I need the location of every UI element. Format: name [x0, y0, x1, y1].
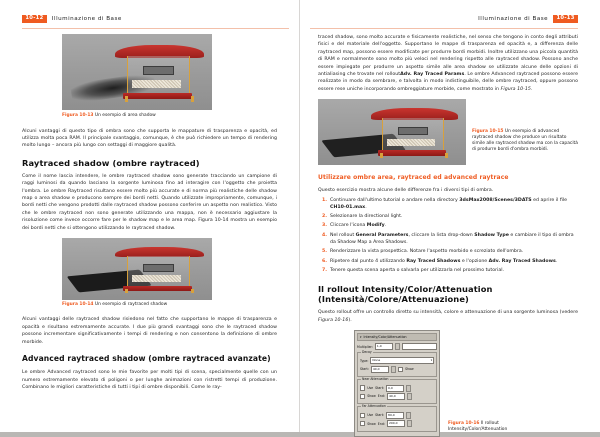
step-text-pre: Continuare dall'ultimo tutorial o andare nella directory — [330, 197, 460, 203]
list-item — [318, 213, 578, 220]
near-attenuation-label: Near Attenuation — [362, 377, 389, 382]
running-head-right — [478, 13, 578, 25]
step-text-bold2: CH10-01.max — [330, 204, 366, 210]
step-text-mid: e l'opzione — [460, 258, 489, 264]
heading-line-2: (Intensità/Colore/Attenuazione) — [318, 293, 469, 304]
near-show-checkbox[interactable] — [360, 394, 365, 399]
header-rule-right — [310, 28, 578, 29]
paragraph-continued-part1: traced shadow, sono molto accurate e fisicamente realistiche, nel senso che tengono in conto degli attributi fisici e del materiale dell'oggetto. Supportano le mappe di trasparenza ed opacità e, a differenza delle raytraced map, possono essere modificate per produrre bordi morbidi. Inoltre utilizzano una piccola quantità di RAM e normalmente sono molto più veloci nel rendering rispetto alle raytraced shadow. Possono anche essere impiegate per produrre un aspetto simile alle area shadow se utilizzate alcune delle opzioni di antialiasing che trovate nel rollout — [318, 35, 578, 78]
figure-advanced-caption — [472, 99, 578, 153]
running-title-right: Illuminazione di Base — [478, 16, 549, 22]
figure-area-shadow — [62, 34, 212, 119]
near-end-input[interactable]: 40,0 — [387, 393, 405, 400]
machine-leg-left-3 — [380, 153, 383, 158]
render-scene-advanced — [318, 99, 466, 165]
near-use-row[interactable] — [360, 385, 434, 392]
figure-caption-text: Un esempio di raytraced shadow — [94, 302, 168, 308]
figure-advanced-raytraced — [318, 99, 578, 165]
far-attenuation-group — [357, 406, 437, 431]
list-item — [318, 197, 578, 211]
far-show-row[interactable] — [360, 420, 434, 427]
machine-kettle — [143, 66, 173, 75]
figure-number: Figura 10-16 — [448, 420, 480, 426]
machine-popcorn-3 — [387, 139, 436, 146]
figure-number: Figura 10-15 — [472, 129, 504, 135]
paragraph-exercise-intro: Questo esercizio mostra alcune delle differenze fra i diversi tipi di ombra. — [318, 188, 494, 194]
running-head-left — [22, 13, 122, 25]
paragraph-raytraced-2: Alcuni vantaggi delle raytraced shadow risiedono nel fatto che supportano le mappe di trasparenza e opacità e risultano estremamente accurate. I due più grandi svantaggi sono che le raytraced shadow possono incrementare significativamente i tempi di rendering e non consentono la definizione di ombre morbide. — [22, 317, 277, 345]
decay-start-row[interactable] — [360, 366, 434, 373]
panel-title: Intensity/Color/Attenuation — [363, 335, 407, 339]
step-text-pre: Tenere questa scena aperta o salvarla per utilizzarla nel prossimo tutorial. — [330, 268, 504, 273]
decay-group-label: Decay — [362, 350, 372, 354]
far-attenuation-label: Far Attenuation — [362, 404, 386, 409]
list-item — [318, 267, 578, 274]
machine-kettle-2 — [143, 264, 173, 272]
step-text-post: . — [384, 223, 387, 229]
figure-rollout-panel — [354, 330, 578, 437]
figure-raytraced-shadow — [62, 238, 212, 309]
step-text-pre: Selezionare la directional light. — [330, 214, 403, 220]
step-text-pre: Nel rollout — [330, 232, 356, 238]
machine-popcorn — [132, 80, 181, 88]
far-start-spinner[interactable] — [406, 412, 411, 419]
decay-start-input[interactable]: 40,0 — [371, 366, 389, 373]
near-attenuation-group — [357, 379, 437, 404]
figure-caption-text: Un esempio di area shadow — [94, 112, 156, 118]
machine-kettle-3 — [398, 127, 428, 135]
step-text-pre: Ripetere dal punto 4 utilizzando — [330, 258, 407, 264]
multiplier-spinner[interactable] — [395, 343, 400, 350]
multiplier-input[interactable]: 1,0 — [375, 343, 393, 350]
step-text-pre: Renderizzare la vista prospettica. Notare l'aspetto morbido e screziato dell'ombra. — [330, 249, 524, 255]
multiplier-label: Multiplier: — [357, 344, 373, 349]
near-show-row[interactable] — [360, 393, 434, 400]
heading-raytraced-shadow: Raytraced shadow (ombre raytraced) — [22, 157, 200, 168]
heading-rollout-intensity — [318, 285, 578, 304]
paragraph-rollout — [318, 309, 578, 324]
header-rule-left — [22, 28, 289, 29]
far-end-spinner[interactable] — [407, 420, 412, 427]
paragraph-continued: traced shadow, sono molto accurate e fisicamente realistiche, nel senso che tengono in conto degli attributi fisici e del materiale dell'oggetto. Supportano le mappe di trasparenza ed opacità e, a differenza delle raytraced map, possono essere modificate per produrre bordi morbidi. Inoltre utilizzano una piccola quantità di RAM e normalmente sono molto più veloci nel rendering rispetto alle raytraced shadow. Possono anche essere impiegate per produrre un aspetto simile alle area shadow se utilizzate alcune delle opzioni di antialiasing che trovate nel rolloutAdv. Ray Traced Params. Le ombre Advanced raytraced possono essere realizzate in modo da sembrare, e talvolta in modo indistinguibile, delle ombre raytraced, oppure possono essere rese uniche incorporando ombreggiature morbide, come mostrato in Figura 10-15. — [318, 35, 578, 92]
panel-titlebar[interactable] — [357, 333, 437, 341]
step-text-mid: , cliccare la lista drop-down — [408, 232, 475, 238]
chevron-down-icon: ▾ — [360, 334, 362, 339]
figure-caption-text: Il rollout Intensity/Color/Attenuation — [448, 420, 508, 432]
decay-start-label: Start: — [360, 367, 369, 372]
step-text-post: e cambiare il tipo di ombra da Shadow Map a Area Shadows. — [330, 232, 574, 245]
popcorn-machine-model-3 — [377, 108, 451, 156]
figure-rollout-caption — [448, 421, 528, 437]
far-show-checkbox[interactable] — [360, 421, 365, 426]
machine-leg-right-2 — [191, 289, 194, 293]
near-start-input[interactable]: 0,0 — [386, 385, 404, 392]
chevron-down-icon: ▾ — [430, 359, 432, 363]
near-use-checkbox[interactable] — [360, 385, 365, 390]
heading-exercise: Utilizzare ombre area, raytraced ed advanced raytrace — [318, 174, 509, 182]
step-text-bold1: 3dsMax2008/Scenes/3DATS — [459, 197, 532, 203]
figure-advanced-image — [318, 99, 466, 165]
machine-leg-right — [191, 96, 194, 101]
folio-left: 10-12 — [22, 15, 47, 23]
decay-type-row[interactable] — [360, 357, 434, 364]
figure-raytraced-shadow-image — [62, 238, 212, 300]
machine-popcorn-2 — [132, 275, 181, 282]
running-title-left: Illuminazione di Base — [51, 16, 122, 22]
machine-base — [123, 93, 192, 100]
decay-start-spinner[interactable] — [391, 366, 396, 373]
decay-show-checkbox[interactable] — [398, 367, 403, 372]
paragraph-advanced: Le ombre Advanced raytraced sono le mie favorite per molti tipi di scena, specialmente quelle con un numero estremamente elevato di poligoni o per lunghe animazioni con ristretti tempi di produzione. Combinano le migliori caratteristiche di tutti i tipi di ombre disponibili. Come le ray- — [22, 370, 277, 390]
decay-type-label: Type: — [360, 358, 369, 363]
far-start-input[interactable]: 80,0 — [386, 412, 404, 419]
step-text-mid: ed aprire il file — [531, 197, 568, 203]
machine-cabinet-2 — [127, 256, 191, 287]
render-scene-area — [62, 34, 212, 110]
figure-ref-italic-2: Figura 10-16 — [318, 317, 349, 323]
heading-advanced-raytraced: Advanced raytraced shadow (ombre raytraced avanzate) — [22, 354, 271, 364]
exercise-steps-list — [318, 197, 578, 274]
figure-area-shadow-image — [62, 34, 212, 110]
figure-number: Figura 10-13 — [62, 112, 94, 118]
machine-leg-left-2 — [125, 289, 128, 293]
right-page — [300, 0, 600, 432]
near-start-label: Start: — [375, 386, 385, 391]
far-start-label: Start: — [375, 413, 385, 418]
figure-ref-italic: Figura 10-15 — [500, 86, 531, 92]
far-end-label: End: — [377, 421, 385, 426]
step-text-pre: Cliccare l'icona — [330, 223, 367, 229]
machine-leg-right-3 — [445, 153, 448, 158]
machine-cabinet — [127, 56, 191, 94]
near-end-label: End: — [377, 394, 385, 399]
machine-leg-left — [125, 96, 128, 101]
far-use-label: Use — [367, 413, 374, 418]
figure-area-shadow-caption — [62, 113, 212, 119]
step-text-post: . — [555, 258, 558, 264]
step-text-bold1: Modify — [366, 223, 385, 229]
multiplier-row[interactable] — [357, 343, 437, 350]
list-item — [318, 258, 578, 265]
paragraph-raytraced-1: Come il nome lascia intendere, le ombre raytraced shadow sono generate tracciando un campione di raggi luminosi da quando lasciano la sorgente luminosa fino ad interagire con l'oggetto che proietta l'ombra. Le ombre Raytraced risultano essere molto più accurate e di norma più realistiche delle shadow map o area shadow e producono sempre dei bordi netti. Quando utilizzate impropriamente, comunque, i bordi netti che vengono prodotti dalle raytraced shadow possono conferire un aspetto non realistico. Visto che le ombre raytraced non sono generate utilizzando una mappa, non è necessario aggiustare la risoluzione come invece occorre fare per le shadow map e le area map. Figura 10-14 mostra un esempio dei bordi netti che si ottengono utilizzando le raytraced shadow. — [22, 173, 277, 231]
paragraph-continued-part2: . Le ombre Advanced raytraced possono essere realizzate in modo da sembrare, e talvolta in modo indistinguibile, delle ombre raytraced, oppure possono essere rese uniche incorporando ombreggiature morbide, come mostrato in — [318, 72, 578, 92]
step-text-post: . — [365, 204, 367, 210]
decay-type-select[interactable] — [370, 357, 434, 364]
figure-raytraced-caption — [62, 302, 212, 308]
far-end-input[interactable]: 200,0 — [387, 420, 405, 427]
folio-right: 10-13 — [553, 15, 578, 23]
paragraph-rollout-pre: Questo rollout offre un controllo diretto su intensità, colore e attenuazione di una sorgente luminosa (vedere — [318, 310, 578, 316]
heading-line-1: Il rollout Intensity/Color/Attenuation — [318, 284, 493, 294]
decay-type-value: None — [372, 358, 381, 363]
figure-number: Figura 10-14 — [62, 302, 94, 308]
paragraph-area-shadow: Alcuni vantaggi di questo tipo di ombra sono che supporta le mappature di trasparenza e opacità, ed utilizza molta poca RAM. Il principale svantaggio, comunque, è che può richiedere un tempo di rendering molto lungo – ancora più lungo con settaggi di maggiore qualità. — [22, 128, 277, 149]
render-scene-raytraced — [62, 238, 212, 300]
intensity-color-attenuation-panel[interactable] — [354, 330, 440, 437]
left-page — [0, 0, 300, 432]
list-item — [318, 232, 578, 246]
step-text-bold1: Ray Traced Shadows — [406, 258, 461, 264]
decay-show-label: Show — [405, 367, 414, 372]
far-use-checkbox[interactable] — [360, 413, 365, 418]
far-use-row[interactable] — [360, 412, 434, 419]
popcorn-machine-model-2 — [122, 247, 197, 292]
far-show-label: Show — [367, 421, 376, 426]
figure-caption-text: Un esempio di advanced raytraced shadow che produce un risultato simile alle raytraced shadow ma con la capacità di produrre bordi d'ombra morbidi. — [472, 129, 578, 153]
step-text-bold2: Adv. Ray Traced Shadows — [488, 258, 556, 264]
machine-base-3 — [378, 150, 446, 156]
popcorn-machine-model — [122, 45, 197, 100]
decay-group — [357, 352, 437, 377]
list-item — [318, 222, 578, 229]
machine-cabinet-3 — [382, 118, 445, 151]
list-item — [318, 248, 578, 255]
near-show-label: Show — [367, 394, 376, 399]
paragraph-rollout-end: ). — [348, 317, 352, 323]
machine-base-2 — [123, 286, 192, 291]
near-use-label: Use — [367, 386, 374, 391]
light-color-swatch[interactable] — [402, 343, 437, 350]
near-end-spinner[interactable] — [407, 393, 412, 400]
rollout-name-bold: Adv. Ray Traced Params — [400, 72, 465, 78]
near-start-spinner[interactable] — [406, 385, 411, 392]
step-text-bold1: General Parameters — [355, 232, 409, 238]
step-text-bold2: Shadow Type — [474, 232, 509, 238]
